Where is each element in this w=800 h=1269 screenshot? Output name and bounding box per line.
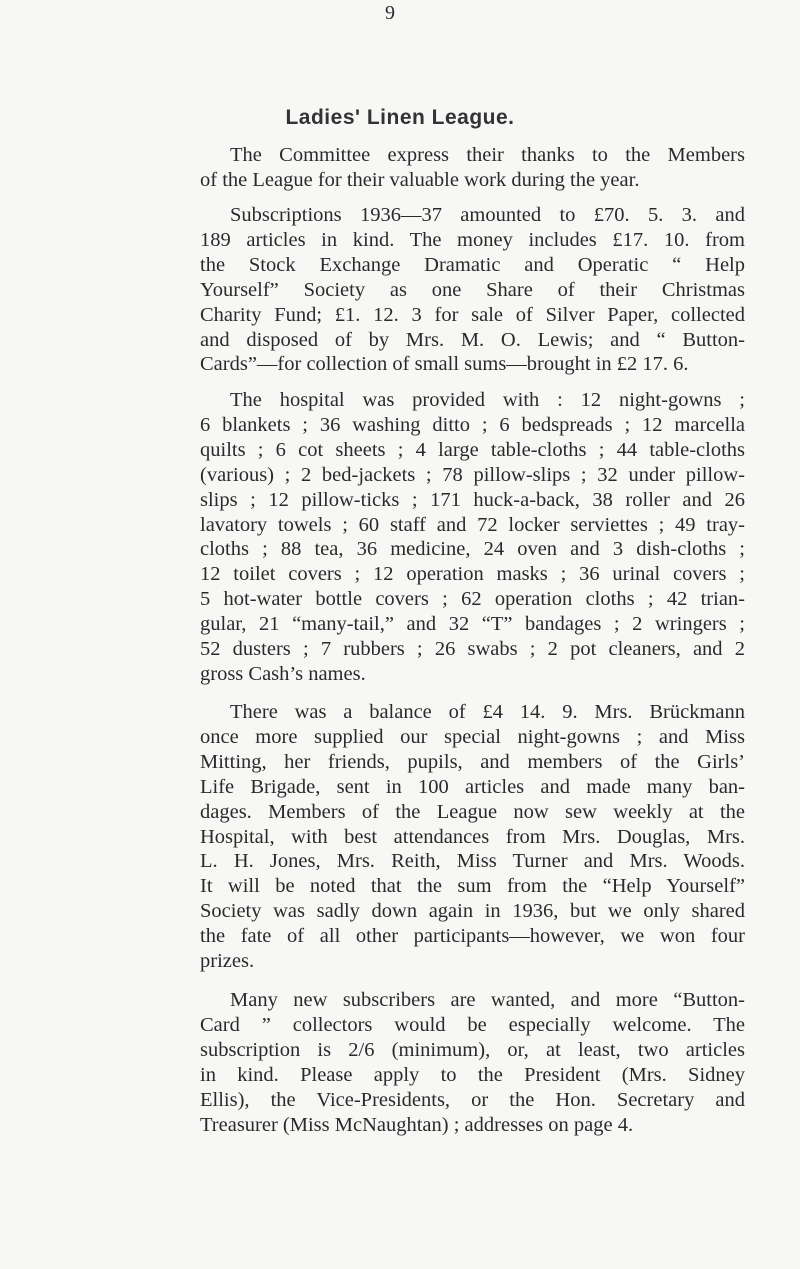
text-line: once more supplied our special night-gowns ; and Miss xyxy=(200,725,745,748)
page-number: 9 xyxy=(385,2,395,24)
text-line: Mitting, her friends, pupils, and members of the Girls’ xyxy=(200,750,745,773)
text-line: gross Cash’s names. xyxy=(200,662,366,685)
text-line: There was a balance of £4 14. 9. Mrs. Brückmann xyxy=(230,701,745,723)
text-line: It will be noted that the sum from the “Help Yourself” xyxy=(200,875,745,898)
text-line: Cards”—for collection of small sums—brought in £2 17. 6. xyxy=(200,353,689,376)
text-line: Subscriptions 1936—37 amounted to £70. 5. 3. and xyxy=(230,204,745,226)
text-line: the Stock Exchange Dramatic and Operatic “ Help xyxy=(200,253,745,276)
text-line: 12 toilet covers ; 12 operation masks ; 36 urinal covers ; xyxy=(200,563,745,586)
text-line: Society was sadly down again in 1936, but we only shared xyxy=(200,900,745,923)
text-line: dages. Members of the League now sew weekly at the xyxy=(200,800,745,823)
text-line: lavatory towels ; 60 staff and 72 locker serviettes ; 49 tray- xyxy=(200,513,745,536)
text-line: Many new subscribers are wanted, and more “Button- xyxy=(230,989,745,1011)
text-line: slips ; 12 pillow-ticks ; 171 huck-a-back, 38 roller and 26 xyxy=(200,488,745,511)
text-line: the fate of all other participants—however, we won four xyxy=(200,925,745,948)
text-line: 5 hot-water bottle covers ; 62 operation cloths ; 42 trian- xyxy=(200,588,745,611)
text-line: (various) ; 2 bed-jackets ; 78 pillow-slips ; 32 under pillow- xyxy=(200,463,745,486)
text-line: 52 dusters ; 7 rubbers ; 26 swabs ; 2 pot cleaners, and 2 xyxy=(200,638,745,660)
text-line: The Committee express their thanks to the Members xyxy=(230,144,745,166)
text-line: Yourself” Society as one Share of their Christmas xyxy=(200,278,745,301)
text-line: Treasurer (Miss McNaughtan) ; addresses on page 4. xyxy=(200,1113,634,1136)
text-line: L. H. Jones, Mrs. Reith, Miss Turner and Mrs. Woods. xyxy=(200,850,745,873)
text-line: Charity Fund; £1. 12. 3 for sale of Silver Paper, collected xyxy=(200,303,745,326)
text-line: Life Brigade, sent in 100 articles and made many ban- xyxy=(200,775,745,798)
text-line: Hospital, with best attendances from Mrs. Douglas, Mrs. xyxy=(200,825,745,848)
text-line: The hospital was provided with : 12 night-gowns ; xyxy=(230,389,745,411)
text-line: of the League for their valuable work during the year. xyxy=(200,168,640,191)
text-line: Card ” collectors would be especially welcome. The xyxy=(200,1013,745,1036)
text-line: cloths ; 88 tea, 36 medicine, 24 oven and 3 dish-cloths ; xyxy=(200,538,745,561)
text-line: quilts ; 6 cot sheets ; 4 large table-cloths ; 44 table-cloths xyxy=(200,438,745,461)
text-line: prizes. xyxy=(200,950,255,972)
text-line: gular, 21 “many-tail,” and 32 “T” bandages ; 2 wringers ; xyxy=(200,613,745,636)
text-line: 189 articles in kind. The money includes £17. 10. from xyxy=(200,228,745,251)
text-line: Ellis), the Vice-Presidents, or the Hon. Secretary and xyxy=(200,1088,745,1111)
text-line: and disposed of by Mrs. M. O. Lewis; and “ Button- xyxy=(200,328,745,351)
text-line: subscription is 2/6 (minimum), or, at least, two articles xyxy=(200,1038,745,1061)
section-title: Ladies' Linen League. xyxy=(285,106,515,129)
text-line: in kind. Please apply to the President (Mrs. Sidney xyxy=(200,1063,745,1086)
text-line: 6 blankets ; 36 washing ditto ; 6 bedspreads ; 12 marcella xyxy=(200,413,745,436)
